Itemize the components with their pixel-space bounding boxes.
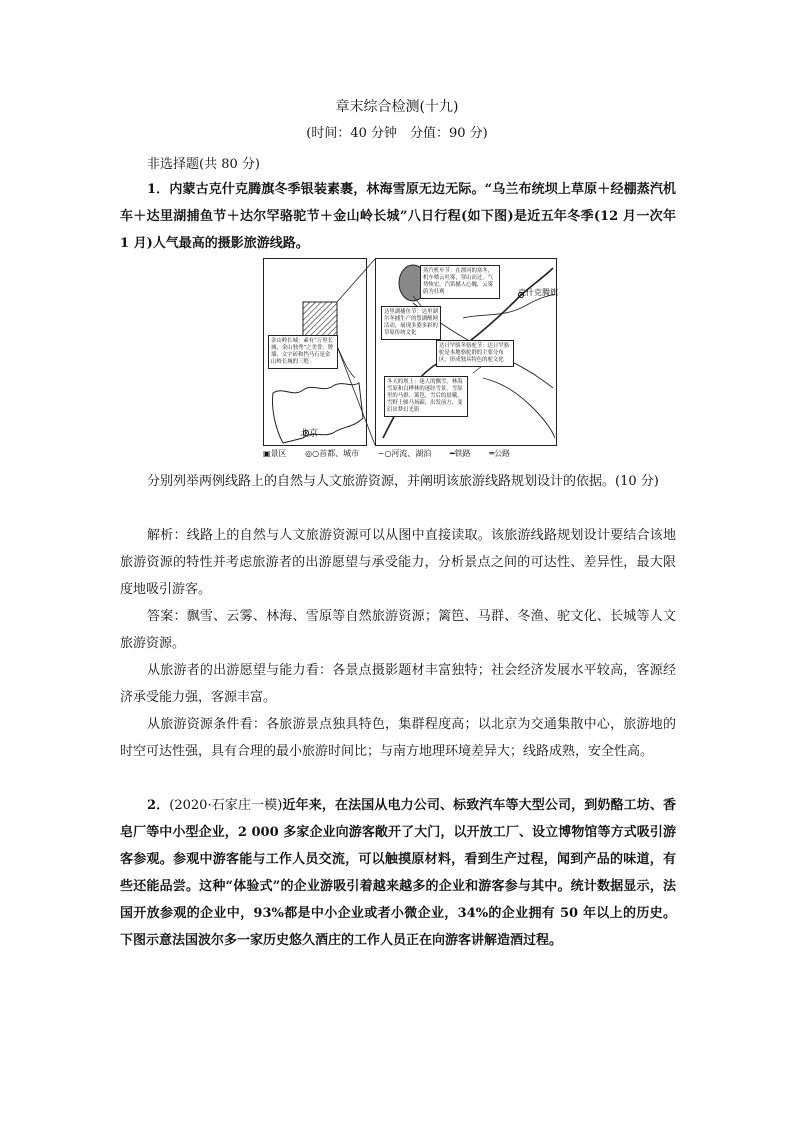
callout-dali-fishing: 达里湖捕鱼节：达里湖尔冬捕生产的祭湖醒网活动，展现多姿多彩的草原传统文化 bbox=[381, 306, 441, 340]
callout-jinshanling: 金山岭长城：素有“万里长城，金山独秀”之美誉，牌墙、文字砖和挡马石是金山岭长城的三绝 bbox=[268, 335, 338, 369]
legend-railway: ━铁路 bbox=[449, 449, 471, 458]
section-heading: 非选择题(共 80 分) bbox=[147, 157, 260, 172]
page-title: 章末综合检测(十九) bbox=[335, 99, 459, 115]
question-1-intro: 1．内蒙古克什克腾旗冬季银装素裹，林海雪原无边无际。“乌兰布统坝上草原＋经棚蒸汽机车＋达里湖捕鱼节＋达尔罕骆驼节＋金山岭长城”八日行程(如下图)是近五年冬季(12 月一次年 1 月)人气最高的摄影旅游线路。 bbox=[120, 182, 676, 251]
question-1-answer-tourists: 从旅游者的出游愿望与能力看：各景点摄影题材丰富独特；社会经济发展水平较高，客源经济承受能力强，客源丰富。 bbox=[120, 663, 676, 705]
callout-winter-bashang: 冬天的坝上：迷人的飘雪，林海雪原和白桦林的迷经雪景，雪原里的马群、篱笆，雪后的晨曦，雪野上骏马扬蹄，出发前方，变幻出梦幻光影 bbox=[384, 376, 468, 417]
legend-highway: ═公路 bbox=[489, 449, 511, 458]
question-2-source: (2020·石家庄一模) bbox=[169, 798, 283, 813]
map-label-beijing-text: 北京 bbox=[300, 429, 319, 439]
map-label-keshiketeng: 克什克腾旗 bbox=[518, 288, 558, 297]
question-1-answer-resources: 答案：飘雪、云雾、林海、雪原等自然旅游资源；篱笆、马群、冬渔、驼文化、长城等人文旅游资源。 bbox=[120, 609, 676, 651]
legend-scenic: ▣景区 bbox=[263, 449, 287, 458]
question-1-answer-conditions: 从旅游资源条件看：各旅游景点独具特色，集群程度高；以北京为交通集散中心，旅游地的时空可达性强，具有合理的最小旅游时间比；与南方地理环境差异大；线路成熟，安全性高。 bbox=[120, 717, 676, 759]
question-1-analysis: 解析：线路上的自然与人文旅游资源可以从图中直接读取。该旅游线路规划设计要结合该地旅游资源的特性并考虑旅游者的出游愿望与承受能力，分析景点之间的可达性、差异性，最大限度地吸引游客。 bbox=[120, 528, 676, 597]
callout-steam-locomotive: 蒸汽机车节：在漂河的寒冬，机车喷云吐雾，穿山而过，气势恢宏，汽笛撼人心魄，云雾蔚为壮观 bbox=[420, 265, 500, 299]
callout-darhan-camel: 达日罕骆冬骆驼节：达日罕骆驼是本地骆驼群的主要分布区，形成独具特色的驼文化 bbox=[436, 340, 514, 367]
question-1-task: 分别列举两例线路上的自然与人文旅游资源，并阐明该旅游线路规划设计的依据。(10 分) bbox=[147, 474, 659, 489]
page-subtitle: (时间：40 分钟 分值：90 分) bbox=[306, 126, 488, 141]
map-legend bbox=[263, 448, 573, 464]
question-2-intro: 2．(2020·石家庄一模)近年来，在法国从电力公司、标致汽车等大型公司，到奶酪工坊、香皂厂等中小型企业，2 000 多家企业向游客敞开了大门，以开放工厂、设立博物馆等方式吸引游客参观。参观中游客能与工作人员交流，可以触摸原材料，看到生产过程，闻到产品的味道，有些还能品尝。这种“体验式”的企业游吸引着越来越多的企业和游客参与其中。统计数据显示，法国开放参观的企业中，93%都是中小企业或者小微企业，34%的企业拥有 50 年以上的历史。下图示意法国波尔多一家历史悠久酒庄的工作人员正在向游客讲解造酒过程。 bbox=[120, 798, 676, 948]
legend-river: ∽○河流、湖泊 bbox=[377, 449, 432, 458]
legend-city: ◎○首都、城市 bbox=[305, 449, 360, 458]
